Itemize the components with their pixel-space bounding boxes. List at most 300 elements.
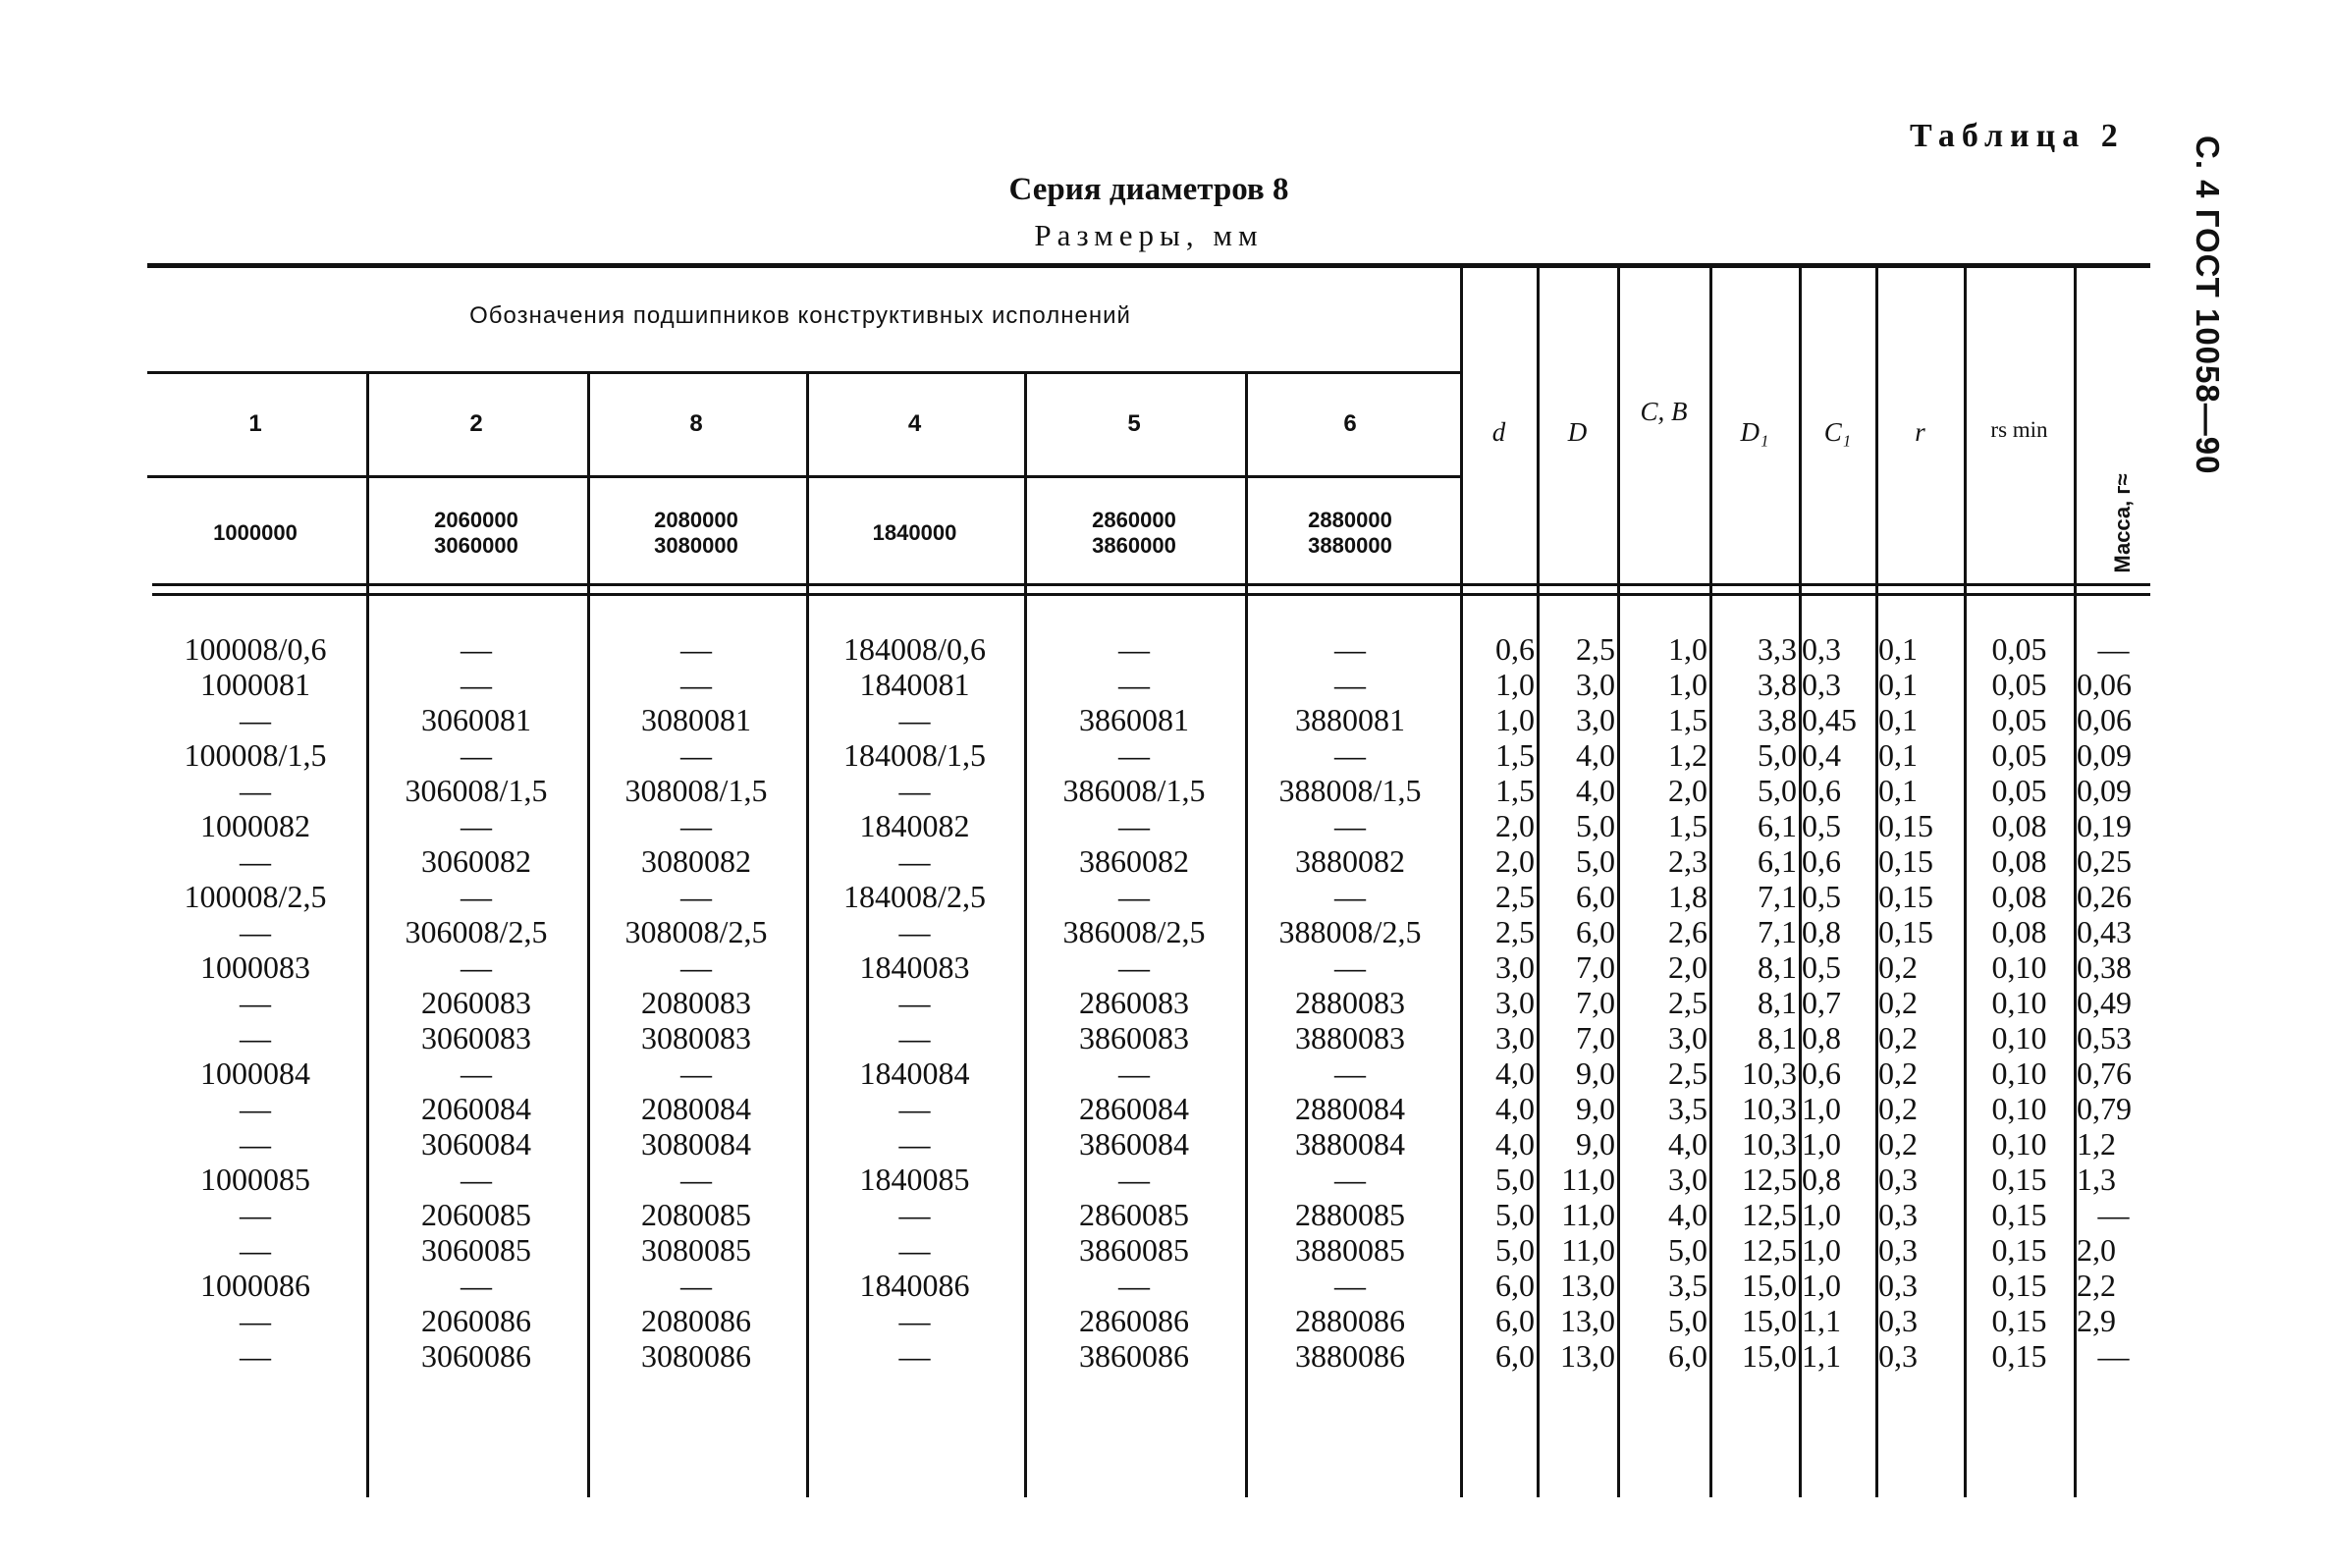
table-cell: 1840083 [859,949,970,985]
table-cell: 0,26 [2077,879,2132,914]
table-cell: 0,10 [1991,1055,2047,1091]
param-header: Масса, г≈ [2110,473,2135,573]
table-cell: — [1118,1055,1150,1091]
table-cell: — [898,1126,931,1162]
column-number: 1 [248,410,262,437]
table-cell: 8,1 [1758,985,1797,1020]
table-cell: 1,1 [1802,1303,1841,1338]
table-cell: — [1334,879,1366,914]
column-number: 4 [907,410,922,437]
table-cell: 0,49 [2077,985,2132,1020]
table-cell: — [898,1232,931,1268]
table-cell: 0,6 [1495,631,1535,667]
table-cell: 5,0 [1576,843,1615,879]
table-cell: 2860085 [1079,1197,1189,1232]
table-cell: — [1118,879,1150,914]
table-cell: 5,0 [1495,1197,1535,1232]
table-cell: 10,3 [1742,1055,1797,1091]
table-cell: 0,06 [2077,667,2132,702]
table-cell: 2,2 [2077,1268,2116,1303]
table-cell: 1,5 [1668,808,1707,843]
table-cell: 0,5 [1802,879,1841,914]
table-cell: 1000085 [200,1162,310,1197]
table-cell: — [898,1020,931,1055]
table-cell: — [240,1303,271,1338]
table-cell: 0,2 [1878,1020,1918,1055]
table-cell: — [240,985,271,1020]
table-cell: — [2097,1338,2130,1374]
table-cell: 0,3 [1878,1197,1918,1232]
table-cell: — [240,773,271,808]
table-cell: 388008/1,5 [1278,773,1422,808]
table-cell: 5,0 [1495,1232,1535,1268]
table-cell: 2,5 [1668,1055,1707,1091]
table-cell: 0,8 [1802,1162,1841,1197]
table-cell: 3,5 [1668,1268,1707,1303]
table-cell: 0,15 [1991,1338,2047,1374]
table-cell: 0,76 [2077,1055,2132,1091]
table-cell: — [460,879,492,914]
table-cell: 4,0 [1668,1197,1707,1232]
table-cell: 0,15 [1878,843,1933,879]
table-cell: 100008/1,5 [184,737,327,773]
table-cell: 1000082 [200,808,310,843]
table-cell: — [680,737,712,773]
table-cell: — [680,1268,712,1303]
column-number: 6 [1343,410,1357,437]
table-cell: 1840086 [859,1268,970,1303]
table-cell: 13,0 [1560,1338,1615,1374]
table-cell: 12,5 [1742,1162,1797,1197]
table-cell: 3880085 [1295,1232,1405,1268]
param-header: C₁ [1823,417,1852,447]
table-cell: 2,5 [1668,985,1707,1020]
table-cell: 4,0 [1495,1126,1535,1162]
table-cell: — [240,1232,271,1268]
column-rule [587,373,590,1497]
table-cell: 0,05 [1991,773,2047,808]
column-rule [1024,373,1027,1497]
column-rule [366,373,369,1497]
table-cell: — [1118,808,1150,843]
table-cell: 7,1 [1758,879,1797,914]
table-cell: 3880081 [1295,702,1405,737]
table-cell: — [1334,1162,1366,1197]
table-cell: 4,0 [1576,737,1615,773]
table-cell: 3880086 [1295,1338,1405,1374]
table-cell: 1,1 [1802,1338,1841,1374]
table-cell: 2,5 [1495,879,1535,914]
table-label: Таблица 2 [1910,118,2125,154]
table-cell: 0,2 [1878,1091,1918,1126]
table-cell: — [680,667,712,702]
table-cell: 0,79 [2077,1091,2132,1126]
table-cell: 0,6 [1802,1055,1841,1091]
table-cell: 1,0 [1802,1268,1841,1303]
table-cell: 386008/2,5 [1062,914,1206,949]
table-cell: — [1118,667,1150,702]
table-cell: 0,15 [1991,1197,2047,1232]
table-cell: — [1334,631,1366,667]
table-cell: 6,0 [1576,914,1615,949]
table-cell: 0,09 [2077,773,2132,808]
table-cell: 0,1 [1878,702,1918,737]
table-cell: 7,0 [1576,949,1615,985]
table-cell: 3080084 [641,1126,751,1162]
column-number: 5 [1127,410,1141,437]
table-cell: — [460,667,492,702]
column-rule [1245,373,1248,1497]
table-cell: 3880082 [1295,843,1405,879]
table-cell: 2080084 [641,1091,751,1126]
table-cell: — [898,985,931,1020]
table-cell: 0,6 [1802,773,1841,808]
table-cell: 0,15 [1878,914,1933,949]
table-cell: 3,0 [1495,949,1535,985]
table-cell: 0,15 [1991,1303,2047,1338]
param-header: D [1567,417,1588,447]
table-cell: 184008/2,5 [843,879,986,914]
table-cell: 0,3 [1878,1232,1918,1268]
base-designation: 1000000 [213,520,298,545]
table-cell: 13,0 [1560,1268,1615,1303]
table-cell: 0,53 [2077,1020,2132,1055]
table-cell: — [240,1020,271,1055]
table-cell: 0,38 [2077,949,2132,985]
table-cell: 0,7 [1802,985,1841,1020]
header-bottom-rule-2 [152,593,2150,596]
table-cell: 5,0 [1668,1232,1707,1268]
table-cell: — [1334,737,1366,773]
table-cell: 3,0 [1668,1020,1707,1055]
column-rule [1875,267,1878,1497]
table-cell: 0,10 [1991,985,2047,1020]
table-cell: 1,0 [1668,631,1707,667]
table-cell: 3,8 [1758,702,1797,737]
table-cell: 2,6 [1668,914,1707,949]
table-cell: 2080085 [641,1197,751,1232]
table-cell: — [460,1055,492,1091]
table-cell: 1000081 [200,667,310,702]
table-cell: 1000083 [200,949,310,985]
table-cell: 1840085 [859,1162,970,1197]
table-cell: — [898,1338,931,1374]
table-cell: 2880086 [1295,1303,1405,1338]
table-cell: 1,2 [2077,1126,2116,1162]
table-cell: 0,10 [1991,1126,2047,1162]
table-cell: 2880084 [1295,1091,1405,1126]
table-cell: — [460,808,492,843]
table-cell: 1,5 [1668,702,1707,737]
table-cell: 0,15 [1991,1268,2047,1303]
group-header-rule [147,371,1463,374]
table-cell: 1,3 [2077,1162,2116,1197]
table-cell: 1000086 [200,1268,310,1303]
table-cell: 2060083 [421,985,531,1020]
table-cell: — [240,914,271,949]
table-cell: 0,08 [1991,843,2047,879]
table-cell: — [680,631,712,667]
column-rule [1799,267,1802,1497]
table-cell: 2,3 [1668,843,1707,879]
table-cell: 3880083 [1295,1020,1405,1055]
table-cell: 6,0 [1576,879,1615,914]
table-cell: 3860086 [1079,1338,1189,1374]
table-cell: — [680,1162,712,1197]
table-cell: 100008/2,5 [184,879,327,914]
table-cell: 9,0 [1576,1091,1615,1126]
base-designation: 2080000 3080000 [654,508,738,558]
table-cell: 0,10 [1991,949,2047,985]
table-cell: 0,2 [1878,1055,1918,1091]
table-cell: 3,8 [1758,667,1797,702]
table-cell: 0,2 [1878,1126,1918,1162]
table-cell: 6,1 [1758,808,1797,843]
col-number-rule [147,475,1463,478]
table-cell: 0,15 [1991,1162,2047,1197]
table-cell: 0,6 [1802,843,1841,879]
table-cell: — [2097,1197,2130,1232]
table-cell: 184008/0,6 [843,631,986,667]
table-cell: 5,0 [1758,737,1797,773]
header-bottom-rule [152,583,2150,586]
table-cell: 2860086 [1079,1303,1189,1338]
table-cell: 0,43 [2077,914,2132,949]
table-cell: 2,0 [1668,773,1707,808]
table-cell: 1,0 [1495,667,1535,702]
table-cell: 11,0 [1561,1232,1615,1268]
table-cell: 6,0 [1495,1303,1535,1338]
table-subtitle: Размеры, мм [1034,218,1264,252]
table-cell: — [460,1162,492,1197]
table-cell: 3860085 [1079,1232,1189,1268]
table-cell: 3,0 [1495,1020,1535,1055]
table-cell: 1840082 [859,808,970,843]
table-cell: — [898,773,931,808]
column-rule [1964,267,1967,1497]
table-cell: — [240,1126,271,1162]
table-cell: 2,5 [1495,914,1535,949]
table-cell: 0,25 [2077,843,2132,879]
table-cell: 6,0 [1495,1338,1535,1374]
table-cell: 2060086 [421,1303,531,1338]
param-header: r [1915,417,1925,447]
param-header: D₁ [1740,417,1769,447]
side-header-text: С. 4 ГОСТ 10058—90 [2190,135,2226,475]
table-cell: — [2097,631,2130,667]
base-designation: 2060000 3060000 [434,508,518,558]
table-cell: 2860084 [1079,1091,1189,1126]
table-cell: — [1334,949,1366,985]
table-title: Серия диаметров 8 [1008,172,1289,207]
table-cell: 7,1 [1758,914,1797,949]
table-cell: 3060084 [421,1126,531,1162]
table-cell: 0,5 [1802,949,1841,985]
column-rule [1460,267,1463,1497]
table-cell: 0,3 [1878,1338,1918,1374]
table-cell: 3,0 [1495,985,1535,1020]
table-cell: 0,1 [1878,667,1918,702]
table-cell: 1,0 [1802,1126,1841,1162]
table-cell: — [680,1055,712,1091]
table-cell: 1840084 [859,1055,970,1091]
column-rule [1537,267,1540,1497]
table-cell: 0,45 [1802,702,1857,737]
table-cell: 2,5 [1576,631,1615,667]
table-cell: 3080086 [641,1338,751,1374]
table-cell: 15,0 [1742,1338,1797,1374]
table-cell: 100008/0,6 [184,631,327,667]
table-cell: 3060085 [421,1232,531,1268]
table-cell: 0,05 [1991,667,2047,702]
table-cell: — [680,808,712,843]
table-cell: — [1118,737,1150,773]
table-cell: 3,0 [1576,667,1615,702]
table-cell: 3060083 [421,1020,531,1055]
table-cell: 8,1 [1758,949,1797,985]
column-number: 8 [689,410,703,437]
table-cell: 0,2 [1878,985,1918,1020]
table-cell: 3060082 [421,843,531,879]
table-cell: 308008/2,5 [624,914,768,949]
table-cell: 0,1 [1878,737,1918,773]
table-cell: 8,1 [1758,1020,1797,1055]
table-cell: 7,0 [1576,985,1615,1020]
table-cell: 3060081 [421,702,531,737]
table-cell: 9,0 [1576,1126,1615,1162]
table-cell: 3080082 [641,843,751,879]
table-cell: 0,15 [1991,1232,2047,1268]
table-cell: — [680,879,712,914]
table-cell: — [240,1197,271,1232]
table-cell: 12,5 [1742,1197,1797,1232]
table-cell: 3080081 [641,702,751,737]
table-cell: 2,9 [2077,1303,2116,1338]
table-cell: 2860083 [1079,985,1189,1020]
table-cell: — [460,631,492,667]
designations-group-header: Обозначения подшипников конструктивных исполнений [469,302,1131,329]
table-cell: — [898,914,931,949]
table-cell: 3860083 [1079,1020,1189,1055]
param-header: d [1491,417,1506,447]
table-cell: 4,0 [1668,1126,1707,1162]
table-cell: 0,2 [1878,949,1918,985]
table-cell: 0,3 [1878,1268,1918,1303]
table-cell: 0,3 [1802,631,1841,667]
column-rule [806,373,809,1497]
table-cell: 15,0 [1742,1303,1797,1338]
table-cell: 3880084 [1295,1126,1405,1162]
table-cell: 3860082 [1079,843,1189,879]
table-cell: — [1334,808,1366,843]
param-header: rs min [1990,417,2048,442]
table-cell: — [460,949,492,985]
table-cell: 0,8 [1802,914,1841,949]
column-rule [1617,267,1620,1497]
table-cell: 1,5 [1495,773,1535,808]
table-cell: 1,0 [1668,667,1707,702]
table-cell: 2080086 [641,1303,751,1338]
table-cell: — [240,1338,271,1374]
table-cell: — [240,1091,271,1126]
table-cell: 0,10 [1991,1091,2047,1126]
table-cell: 0,4 [1802,737,1841,773]
table-cell: 3,5 [1668,1091,1707,1126]
table-cell: 0,3 [1878,1162,1918,1197]
table-cell: 13,0 [1560,1303,1615,1338]
table-cell: 3860084 [1079,1126,1189,1162]
param-header: C, B [1640,397,1688,426]
table-cell: 0,09 [2077,737,2132,773]
table-cell: 1,5 [1495,737,1535,773]
table-cell: 2,0 [2077,1232,2116,1268]
table-cell: 0,3 [1802,667,1841,702]
table-cell: 0,1 [1878,773,1918,808]
table-cell: — [680,949,712,985]
table-cell: 386008/1,5 [1062,773,1206,808]
table-cell: — [240,843,271,879]
table-cell: 15,0 [1742,1268,1797,1303]
table-cell: 3080085 [641,1232,751,1268]
table-cell: — [898,1303,931,1338]
table-cell: 0,5 [1802,808,1841,843]
table-cell: 0,3 [1878,1303,1918,1338]
table-cell: 11,0 [1561,1197,1615,1232]
table-cell: — [1334,667,1366,702]
table-cell: — [460,737,492,773]
table-cell: 2,0 [1495,843,1535,879]
table-cell: — [898,702,931,737]
table-cell: 12,5 [1742,1232,1797,1268]
table-cell: 0,06 [2077,702,2132,737]
table-cell: 2060085 [421,1197,531,1232]
table-cell: 2880085 [1295,1197,1405,1232]
table-cell: 1000084 [200,1055,310,1091]
table-cell: 0,05 [1991,702,2047,737]
table-cell: 4,0 [1495,1055,1535,1091]
table-cell: 0,19 [2077,808,2132,843]
column-number: 2 [469,410,483,437]
table-cell: 0,08 [1991,914,2047,949]
table-cell: 1,8 [1668,879,1707,914]
table-cell: 2080083 [641,985,751,1020]
table-cell: 0,15 [1878,879,1933,914]
table-cell: 5,0 [1576,808,1615,843]
table-cell: 2060084 [421,1091,531,1126]
table-cell: 306008/1,5 [405,773,548,808]
table-cell: 1840081 [859,667,970,702]
table-cell: 1,0 [1802,1197,1841,1232]
table-cell: 4,0 [1495,1091,1535,1126]
table-cell: — [240,702,271,737]
table-cell: 0,8 [1802,1020,1841,1055]
table-cell: 0,1 [1878,631,1918,667]
side-header [2172,135,2241,509]
table-cell: — [898,1091,931,1126]
table-cell: 3,3 [1758,631,1797,667]
table-cell: — [898,1197,931,1232]
table-cell: 0,10 [1991,1020,2047,1055]
table-cell: 5,0 [1495,1162,1535,1197]
table-cell: 11,0 [1561,1162,1615,1197]
table-cell: 3,0 [1576,702,1615,737]
table-cell: 4,0 [1576,773,1615,808]
table-cell: 0,05 [1991,737,2047,773]
table-cell: 0,08 [1991,808,2047,843]
table-cell: 3860081 [1079,702,1189,737]
table-cell: 1,2 [1668,737,1707,773]
table-cell: 9,0 [1576,1055,1615,1091]
